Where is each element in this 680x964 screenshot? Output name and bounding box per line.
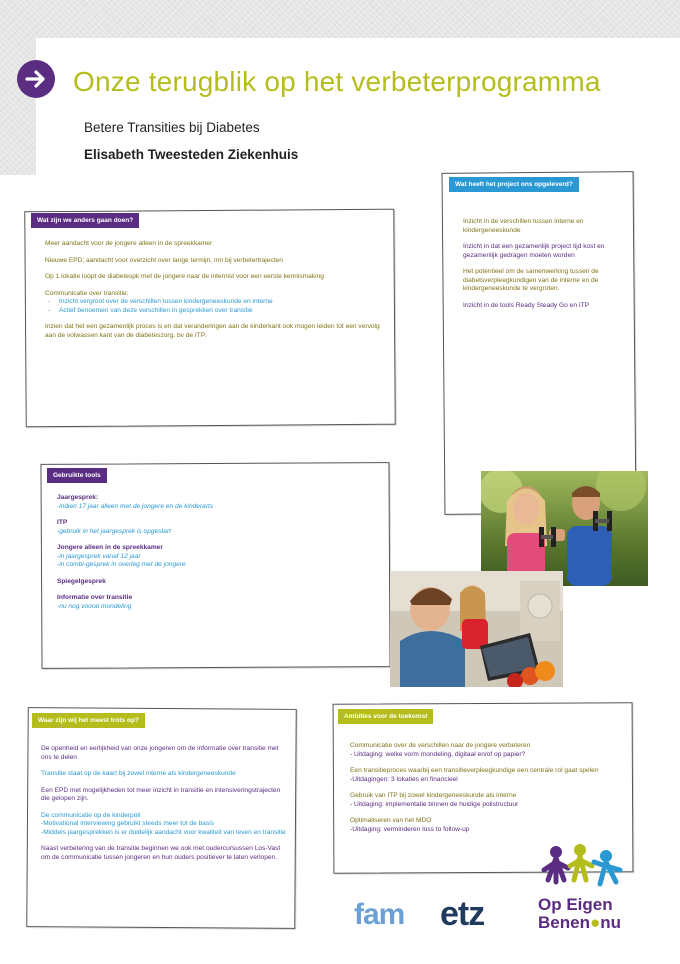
tools-tag: Gebruikte tools	[47, 468, 107, 483]
tools-item-line: -in combi-gesprek in overleg met de jongere	[57, 561, 186, 568]
anders-p5: Inzien dat het een gezamenlijk proces is en dat veranderingen aan de kinderkant ook mogen leiden tot een vervolg aan de volwassen kant van de diabeteszorg, bv de ITP.	[45, 323, 380, 339]
opgeleverd-p1: Inzicht in de verschillen tussen interne en kindergeneeskunde	[463, 218, 584, 234]
arrow-right-icon	[17, 60, 55, 98]
trots-p4-head: De communicatie op de kinderpoli	[41, 811, 141, 819]
anders-p2: Nieuwe EPD; aandacht voor overzicht over lange termijn, mn bij verbetertrajecten	[45, 256, 283, 264]
trots-p4-line: -Middels jaargesprekken is er duidelijk aandacht voor kwaliteit van leven en transitie	[41, 828, 286, 836]
anders-content	[45, 240, 390, 348]
ambities-item-head: Communicatie over de verschillen naar de jongere verbeteren	[350, 742, 531, 749]
anders-p1: Meer aandacht voor de jongere alleen in de spreekkamer	[45, 240, 213, 247]
tools-item-head: Jongere alleen in de spreekkamer	[57, 544, 163, 551]
ambities-item-head: Een transitieproces waarbij een transitieverpleegkundige een centrale rol gaat spelen	[350, 767, 599, 774]
trots-content	[41, 745, 286, 870]
svg-text:Benen●nu: Benen●nu	[538, 913, 622, 932]
trots-p3: Een EPD met mogelijkheden tot meer inzicht in transitie en intensiveringstrajecten die gelopen zijn.	[41, 786, 281, 802]
tools-content	[57, 494, 377, 619]
anders-p4-item: - Actief benoemen van deze verschillen in gesprekken over transitie	[45, 307, 390, 316]
trots-p1: De openheid en eerlijkheid van onze jongeren om de informatie over transitie met ons te delen	[41, 745, 279, 761]
ambities-item-sub: - Uitdaging: welke vorm mondeling, digitaal en/of op papier?	[350, 750, 526, 758]
op-eigen-benen-logo	[534, 840, 634, 935]
organization-name: Elisabeth Tweesteden Ziekenhuis	[84, 147, 299, 162]
opgeleverd-p4: Inzicht in de tools Ready Steady Go en ITP	[463, 301, 590, 309]
anders-p4-item: - Inzicht vergroot over de verschillen tussen kindergeneeskunde en interne	[45, 298, 390, 307]
opgeleverd-p3: Het potentieel om de samenwerking tussen de diabetsverpleegkundigen van de interne en de kindergeneeskunde te vergroten.	[463, 268, 599, 292]
tools-item-line: -gebruik in het jaargesprek is opgestart	[57, 527, 171, 535]
tools-item-line: -indien 17 jaar alleen met de jongere en de kinderarts	[57, 502, 214, 510]
trots-tag: Waar zijn wij het meest trots op?	[32, 713, 145, 728]
tools-item-line: -nu nog vooral mondeling	[57, 602, 132, 610]
fam-logo: fam	[354, 898, 405, 931]
page-subtitle: Betere Transities bij Diabetes	[84, 120, 260, 135]
ambities-item-head: Gebruik van ITP bij zowel kindergeneeskunde als interne	[350, 792, 517, 799]
tools-item-head: Informatie over transitie	[57, 594, 133, 601]
tools-item-head: Jaargesprek:	[57, 494, 99, 501]
tools-item-line: -in jaargesprek vanaf 12 jaar	[57, 552, 141, 560]
ambities-item-sub: -Uitdaging: verminderen loss to follow-up	[350, 825, 470, 833]
photo-laptop	[390, 571, 563, 687]
ambities-content	[350, 742, 620, 842]
trots-p2: Transitie staat op de kaart bij zowel interne als kindergeneeskunde	[41, 770, 236, 777]
opgeleverd-tag: Wat heeft het project ons opgeleverd?	[449, 177, 579, 192]
tools-item-head: ITP	[57, 519, 68, 526]
opgeleverd-p2: Inzicht in dat een gezamenlijk project tijd kost en gezamenlijk gedragen moeten worden	[463, 243, 605, 259]
ambities-item-sub: - Uitdaging: implementatie binnen de huidige polistructuur	[350, 800, 519, 808]
etz-logo: etz	[440, 895, 485, 933]
page-title: Onze terugblik op het verbeterprogramma	[73, 66, 601, 97]
ambities-tag: Ambities voor de toekomst	[338, 709, 433, 724]
oeb-line2: Benen	[538, 913, 590, 932]
anders-p3: Op 1 lokatie loopt de diabetespk met de jongere naar de internist voor een eerste kennismaking	[45, 273, 324, 280]
header-card	[36, 38, 680, 188]
photo-fitness	[481, 471, 648, 586]
ambities-item-sub: -Uitdagingen: 3 lokaties en financieel	[350, 775, 458, 783]
oeb-line1: Op Eigen	[538, 895, 613, 914]
tools-item-head: Spiegelgesprek	[57, 577, 106, 585]
anders-tag: Wat zijn we anders gaan doen?	[31, 213, 139, 228]
oeb-suffix: nu	[600, 913, 622, 932]
trots-p5: Naast verbetering van de transitie beginnen we ook met oudercursussen Los-Vast om de communicatie tussen jongeren en hun ouders positiever te laten verlopen.	[41, 845, 281, 861]
ambities-item-head: Optimaliseren van het MDO	[350, 817, 432, 824]
trots-p4-line: -Motivational interviewing gebruikt steeds meer tot de basis	[41, 820, 214, 827]
anders-p4-head: Communicatie over transitie:	[45, 289, 129, 297]
opgeleverd-content	[463, 218, 623, 318]
